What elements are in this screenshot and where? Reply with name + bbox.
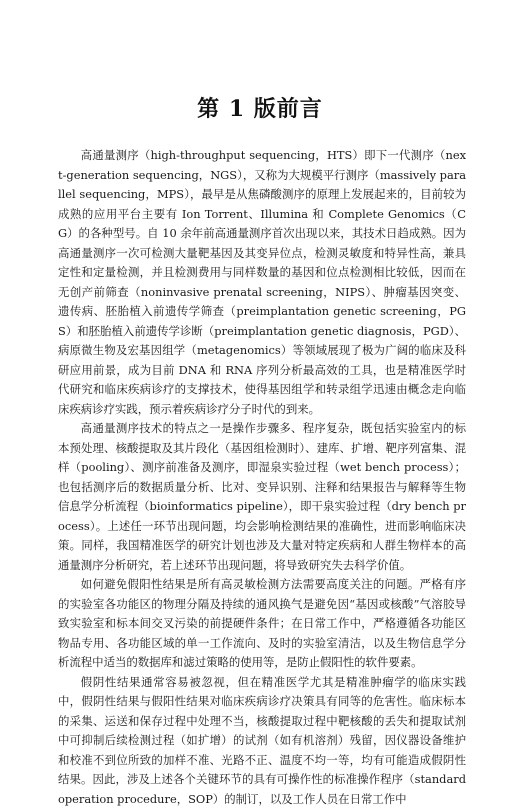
- page-title: 第 1 版前言: [0, 92, 520, 123]
- paragraph: 如何避免假阳性结果是所有高灵敏检测方法需要高度关注的问题。严格有序的实验室各功能区的物理分隔及持续的通风换气是避免因“基因或核酸”气溶胶导致实验室和标本间交叉污染的前提硬件条件；在日常工作中，严格遵循各功能区物品专用、各功能区域的单一工作流向、及时的实验室清洁，以及生物信息学分析流程中适当的数据库和滤过策略的使用等，是防止假阳性的软件要素。: [58, 575, 466, 673]
- paragraph: 高通量测序技术的特点之一是操作步骤多、程序复杂，既包括实验室内的标本预处理、核酸提取及其片段化（基因组检测时）、建库、扩增、靶序列富集、混样（pooling）、测序前准备及测序，即湿泉实验过程（wet bench process）；也包括测序后的数据质量分析、比对、变异识别、注释和结果报告与解释等生物信息学分析流程（bioinformatics pipeline），即干泉实验过程（dry bench process）。上述任一环节出现问题，均会影响检测结果的准确性，进而影响临床决策。同样，我国精准医学的研究计划也涉及大量对特定疾病和人群生物样本的高通量测序分析研究，若上述环节出现问题，将导致研究失去科学价值。: [58, 419, 466, 575]
- preface-body: [58, 146, 466, 809]
- paragraph: 假阴性结果通常容易被忽视，但在精准医学尤其是精准肿瘤学的临床实践中，假阴性结果与假阳性结果对临床疾病诊疗决策具有同等的危害性。临床标本的采集、运送和保存过程中处理不当，核酸提取过程中靶核酸的丢失和提取试剂中可抑制后续检测过程（如扩增）的试剂（如有机溶剂）残留，因仪器设备维护和校准不到位所致的加样不准、光路不正、温度不均一等，均有可能造成假阴性结果。因此，涉及上述各个关键环节的具有可操作性的标准操作程序（standard operation procedure，SOP）的制订，以及工作人员在日常工作中: [58, 673, 466, 809]
- paragraph: 高通量测序（high-throughput sequencing，HTS）即下一代测序（next-generation sequencing，NGS），又称为大规模平行测序（massively parallel sequencing，MPS），最早是从焦磷酸测序的原理上发展起来的，目前较为成熟的应用平台主要有 Ion Torrent、Illumina 和 Complete Genomics（CG）的各种型号。自 10 余年前高通量测序首次出现以来，其技术日趋成熟。因为高通量测序一次可检测大量靶基因及其变异位点，检测灵敏度和特异性高，兼具定性和定量检测，并且检测费用与同样数量的基因和位点检测相比较低，因而在无创产前筛查（noninvasive prenatal screening，NIPS）、肿瘤基因突变、遗传病、胚胎植入前遗传学筛查（preimplantation genetic screening，PGS）和胚胎植入前遗传学诊断（preimplantation genetic diagnosis，PGD）、病原微生物及宏基因组学（metagenomics）等领域展现了极为广阔的临床及科研应用前景，成为目前 DNA 和 RNA 序列分析最高效的工具，也是精准医学时代研究和临床疾病诊疗的支撑技术，使得基因组学和转录组学迅速由概念走向临床疾病诊疗实践，预示着疾病诊疗分子时代的到来。: [58, 146, 466, 419]
